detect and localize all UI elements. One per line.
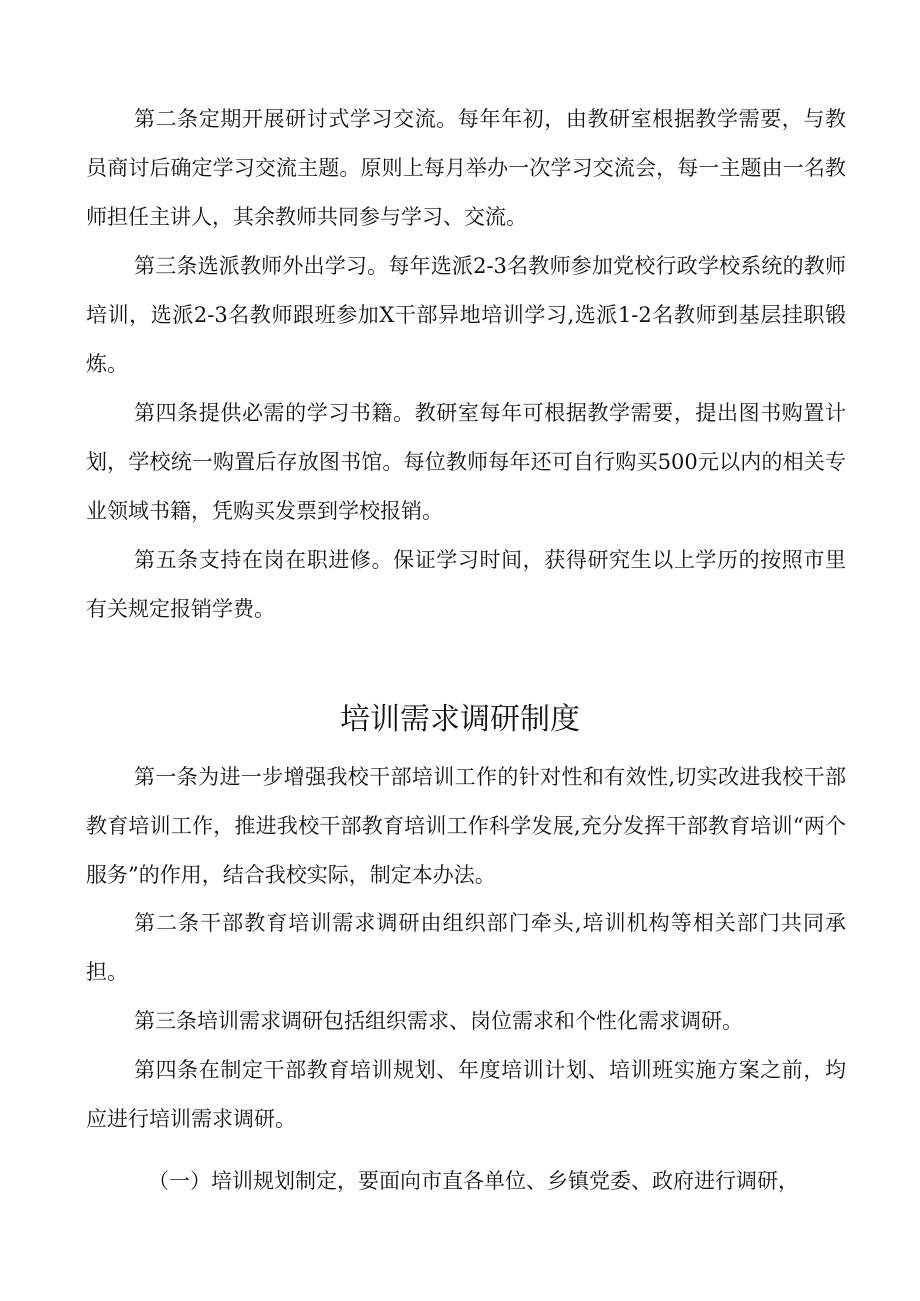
training-item-1-paragraph: （一）培训规划制定，要面向市直各单位、乡镇党委、政府进行调研， [148,1169,799,1193]
training-article-2-paragraph: 第二条干部教育培训需求调研由组织部门牵头,培训机构等相关部门共同承担。 [86,911,846,984]
training-article-1-paragraph: 第一条为进一步增强我校干部培训工作的针对性和有效性,切实改进我校干部教育培训工作，推进我校干部教育培训工作科学发展,充分发挥干部教育培训“两个服务”的作用，结合我校实际，制定本办法。 [86,765,846,887]
article-4-paragraph: 第四条提供必需的学习书籍。教研室每年可根据教学需要，提出图书购置计划，学校统一购置后存放图书馆。每位教师每年还可自行购买500元以内的相关专业领域书籍，凭购买发票到学校报销。 [86,401,846,523]
section-title: 培训需求调研制度 [340,702,580,737]
article-2-paragraph: 第二条定期开展研讨式学习交流。每年年初，由教研室根据教学需要，与教员商讨后确定学习交流主题。原则上每月举办一次学习交流会，每一主题由一名教师担任主讲人，其余教师共同参与学习、交流。 [86,107,846,229]
article-5-paragraph: 第五条支持在岗在职进修。保证学习时间，获得研究生以上学历的按照市里有关规定报销学费。 [86,548,846,621]
training-article-4-paragraph: 第四条在制定干部教育培训规划、年度培训计划、培训班实施方案之前，均应进行培训需求调研。 [86,1058,846,1131]
training-article-3-paragraph: 第三条培训需求调研包括组织需求、岗位需求和个性化需求调研。 [134,1009,743,1033]
article-3-paragraph: 第三条选派教师外出学习。每年选派2-3名教师参加党校行政学校系统的教师培训，选派2-3名教师跟班参加X干部异地培训学习,选派1-2名教师到基层挂职锻炼。 [86,254,846,376]
